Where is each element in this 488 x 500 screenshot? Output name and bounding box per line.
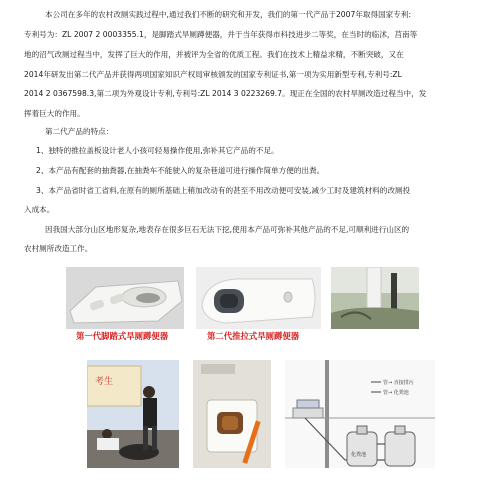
diagram-note-2: 管→ 化粪池	[383, 390, 409, 396]
feature-3-line-1: 3、本产品省时省工省料,在原有的厕所基础上稍加改动有的甚至不用改动便可安装,减少工时及建筑材料的改厕投	[36, 186, 411, 195]
paragraph-1-line-5: 2014 2 0367598.3,第二项为外观设计专利,专利号:ZL 2014 3 0223269.7。现正在全国的农村旱厕改造过程当中，发	[24, 89, 427, 98]
first-gen-caption: 第一代脚踏式旱厕蹲便器	[76, 331, 169, 341]
diagram-tank-label: 化粪池	[351, 452, 367, 458]
installed-toilet-photo	[193, 360, 271, 468]
mountain-paragraph-line-1: 因我国大部分山区地形复杂,地表存在很多巨石无法下挖,使用本产品可弥补其他产品的不足,可顺利进行山区的	[45, 225, 410, 234]
mountain-paragraph-line-2: 农村厕所改造工作。	[24, 244, 93, 253]
paragraph-1-line-2: 专利号为：ZL 2007 2 0003355.1，是脚踏式旱厕蹲便器，并于当年获得市科技进步二等奖，在当时的临沭，莒南等	[24, 30, 418, 39]
first-gen-toilet-photo	[66, 267, 184, 329]
outdoor-pipe-photo	[331, 267, 419, 329]
feature-3-line-2: 入成本。	[24, 205, 55, 214]
paragraph-1-line-4: 2014年研发出第二代产品并获得两项国家知识产权局审核颁发的国家专利证书,第一项为实用新型专利,专利号:ZL	[24, 70, 402, 79]
paragraph-1-line-3: 地的沼气改厕过程当中，发挥了巨大的作用，并被评为全省的优质工程。我们在技术上精益求精，不断突破，又在	[24, 50, 404, 59]
second-gen-caption: 第二代推拉式旱厕蹲便器	[207, 331, 300, 341]
features-heading: 第二代产品的特点：	[45, 127, 114, 136]
second-gen-toilet-photo	[196, 267, 321, 329]
installation-diagram	[285, 360, 435, 468]
paragraph-1-line-1: 本公司在多年的农村改厕实践过程中,通过我们不断的研究和开发，我们的第一代产品于2007年取得国家专利:	[45, 10, 412, 19]
feature-2: 2、本产品有配套的抽粪器,在抽粪车不能驶入的复杂巷道可进行操作简单方便的出粪。	[36, 166, 325, 175]
diagram-note-1: 管→ 直接排污	[383, 380, 414, 386]
installation-workers-photo	[87, 360, 179, 468]
feature-1: 1、独特的推拉盖板设计老人小孩可轻易操作使用,弥补其它产品的不足。	[36, 146, 279, 155]
paragraph-1-line-6: 挥着巨大的作用。	[24, 109, 85, 118]
poster-text: 考生	[95, 377, 114, 387]
